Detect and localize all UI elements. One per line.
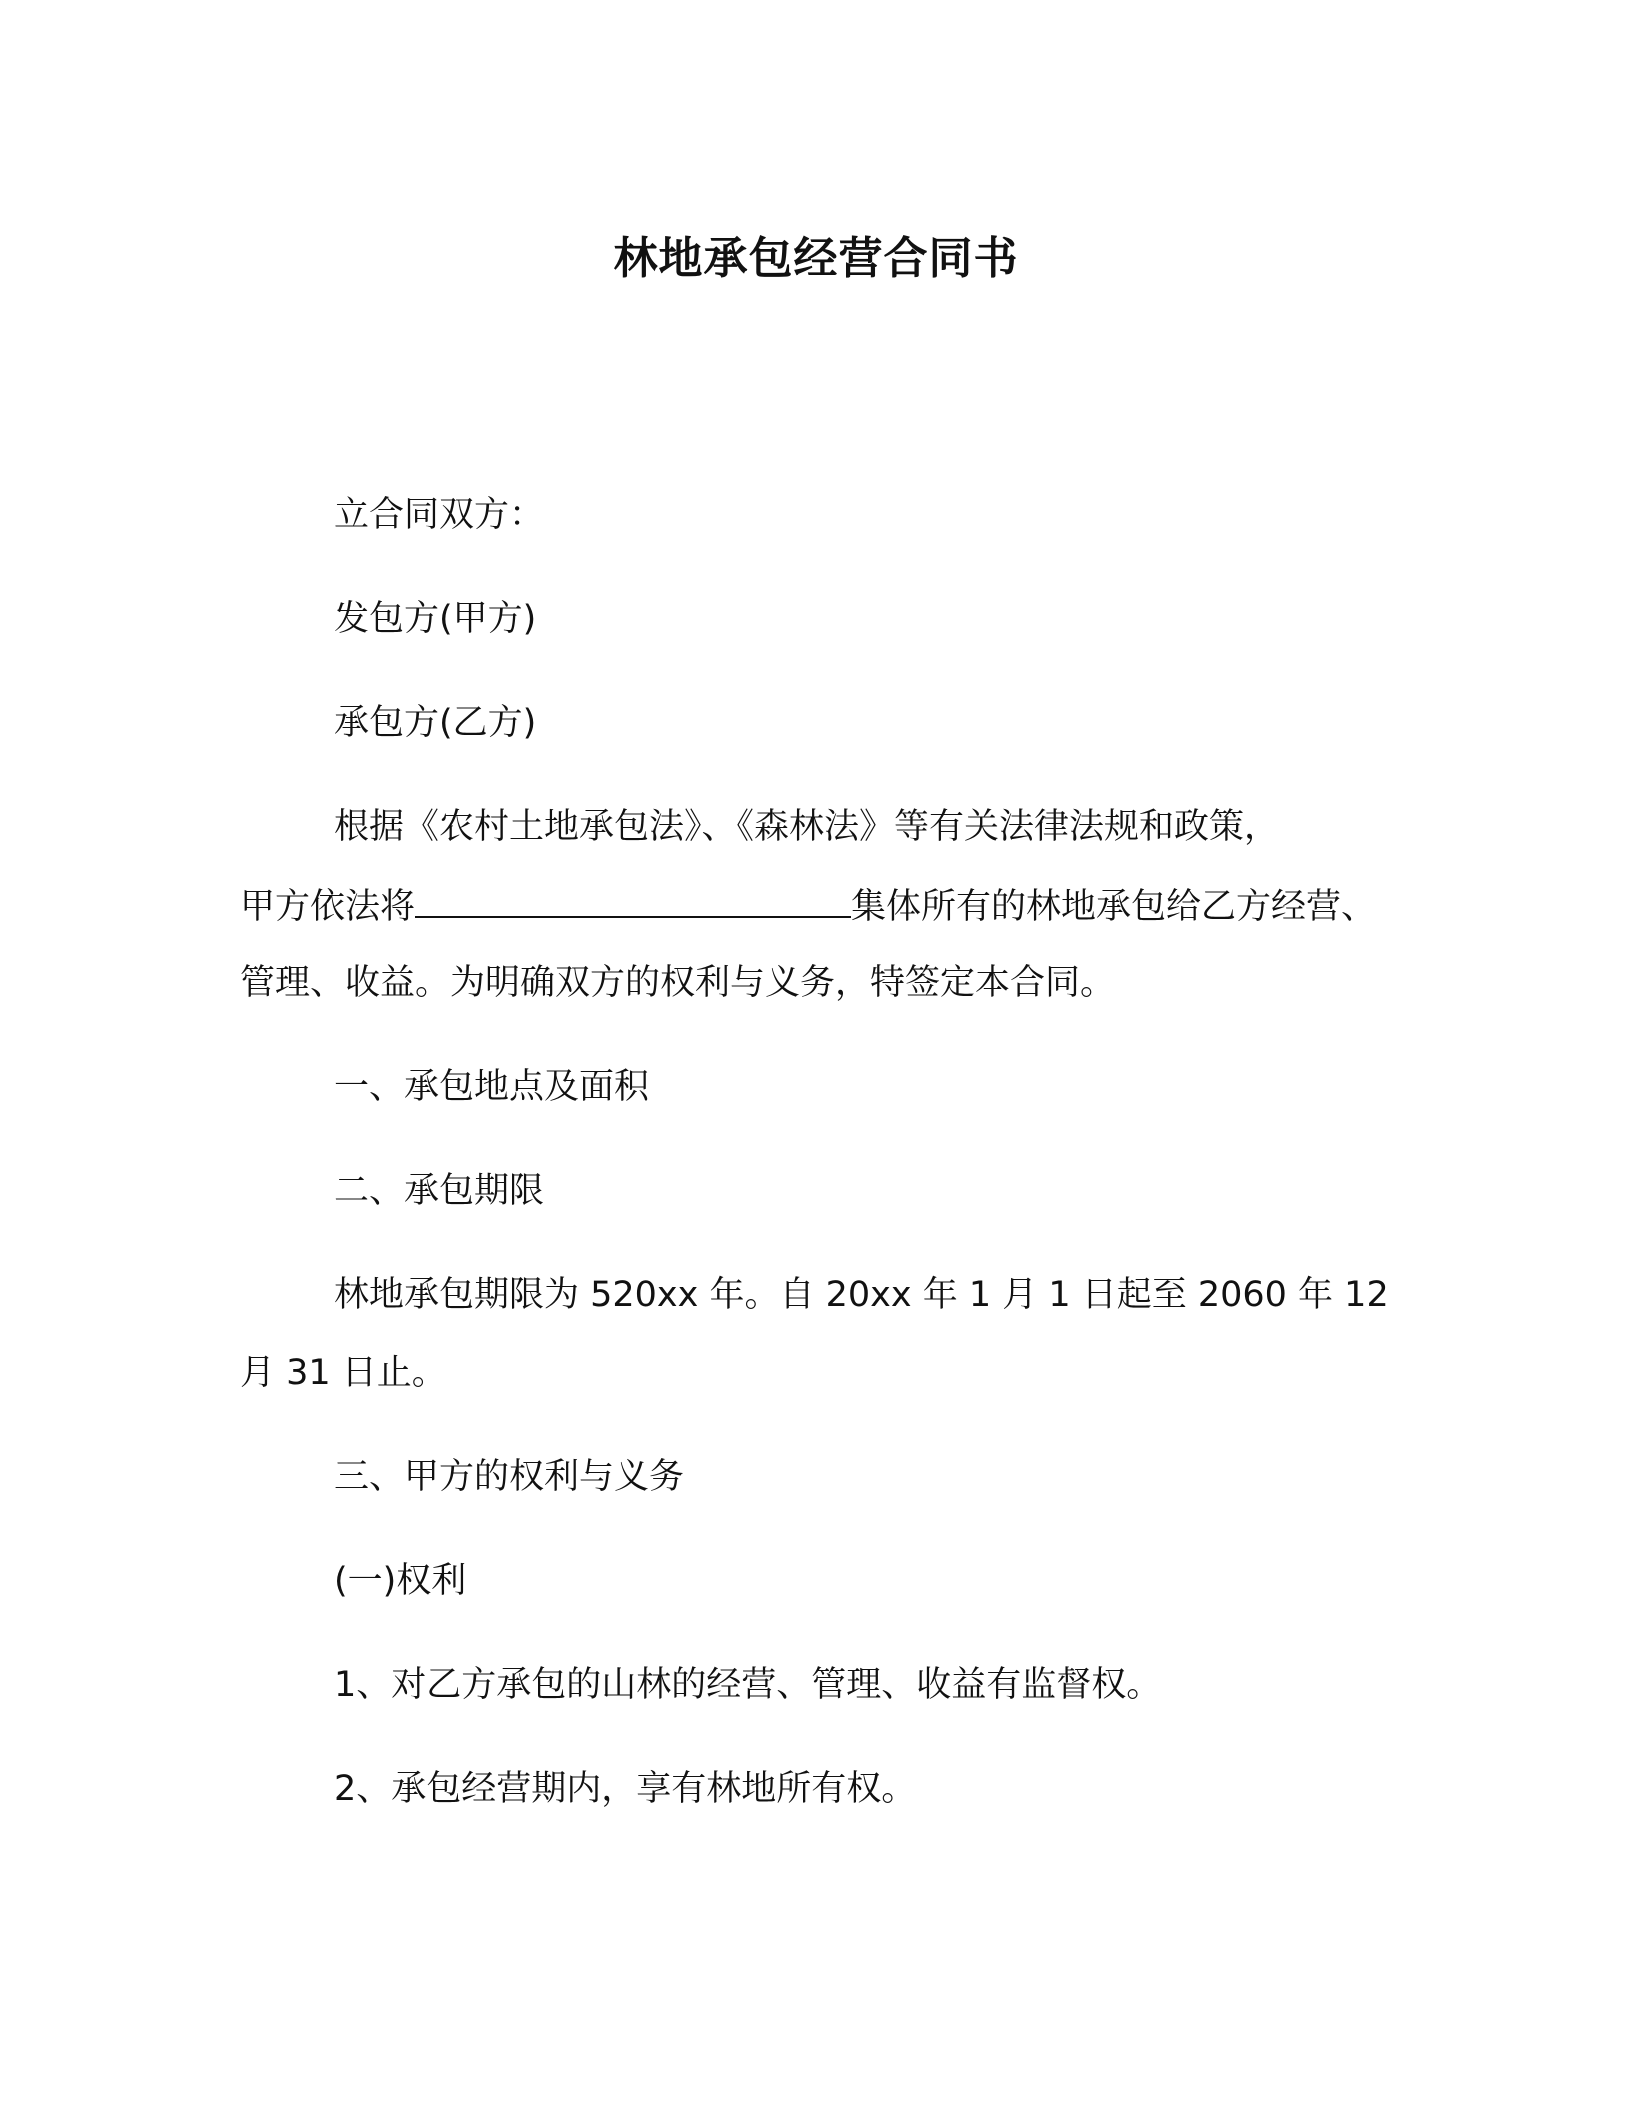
section-heading-term: 二、承包期限	[334, 1171, 545, 1211]
document-title: 林地承包经营合同书	[613, 233, 1019, 284]
section-heading-location: 一、承包地点及面积	[334, 1067, 650, 1107]
parties-heading: 立合同双方：	[334, 495, 545, 535]
term-line-2: 月 31 日止。	[240, 1353, 447, 1393]
intro-line-2-before: 甲方依法将	[240, 887, 416, 927]
intro-line-2-after: 集体所有的林地承包给乙方经营、	[851, 887, 1377, 927]
rights-item-1: 1、对乙方承包的山林的经营、管理、收益有监督权。	[334, 1665, 1162, 1705]
subsection-rights: (一)权利	[334, 1561, 467, 1601]
blank-fill-line	[415, 882, 851, 918]
intro-line-3: 管理、收益。为明确双方的权利与义务，特签定本合同。	[240, 963, 1116, 1003]
rights-item-2: 2、承包经营期内，享有林地所有权。	[334, 1769, 917, 1809]
term-line-1: 林地承包期限为 520xx 年。自 20xx 年 1 月 1 日起至 2060 年 12	[334, 1275, 1389, 1315]
party-b-label: 承包方(乙方)	[334, 703, 537, 743]
party-a-label: 发包方(甲方)	[334, 599, 537, 639]
section-heading-party-a: 三、甲方的权利与义务	[334, 1457, 685, 1497]
intro-line-2	[240, 882, 1376, 930]
intro-line-1: 根据《农村土地承包法》、《森林法》等有关法律法规和政策，	[334, 807, 1280, 847]
